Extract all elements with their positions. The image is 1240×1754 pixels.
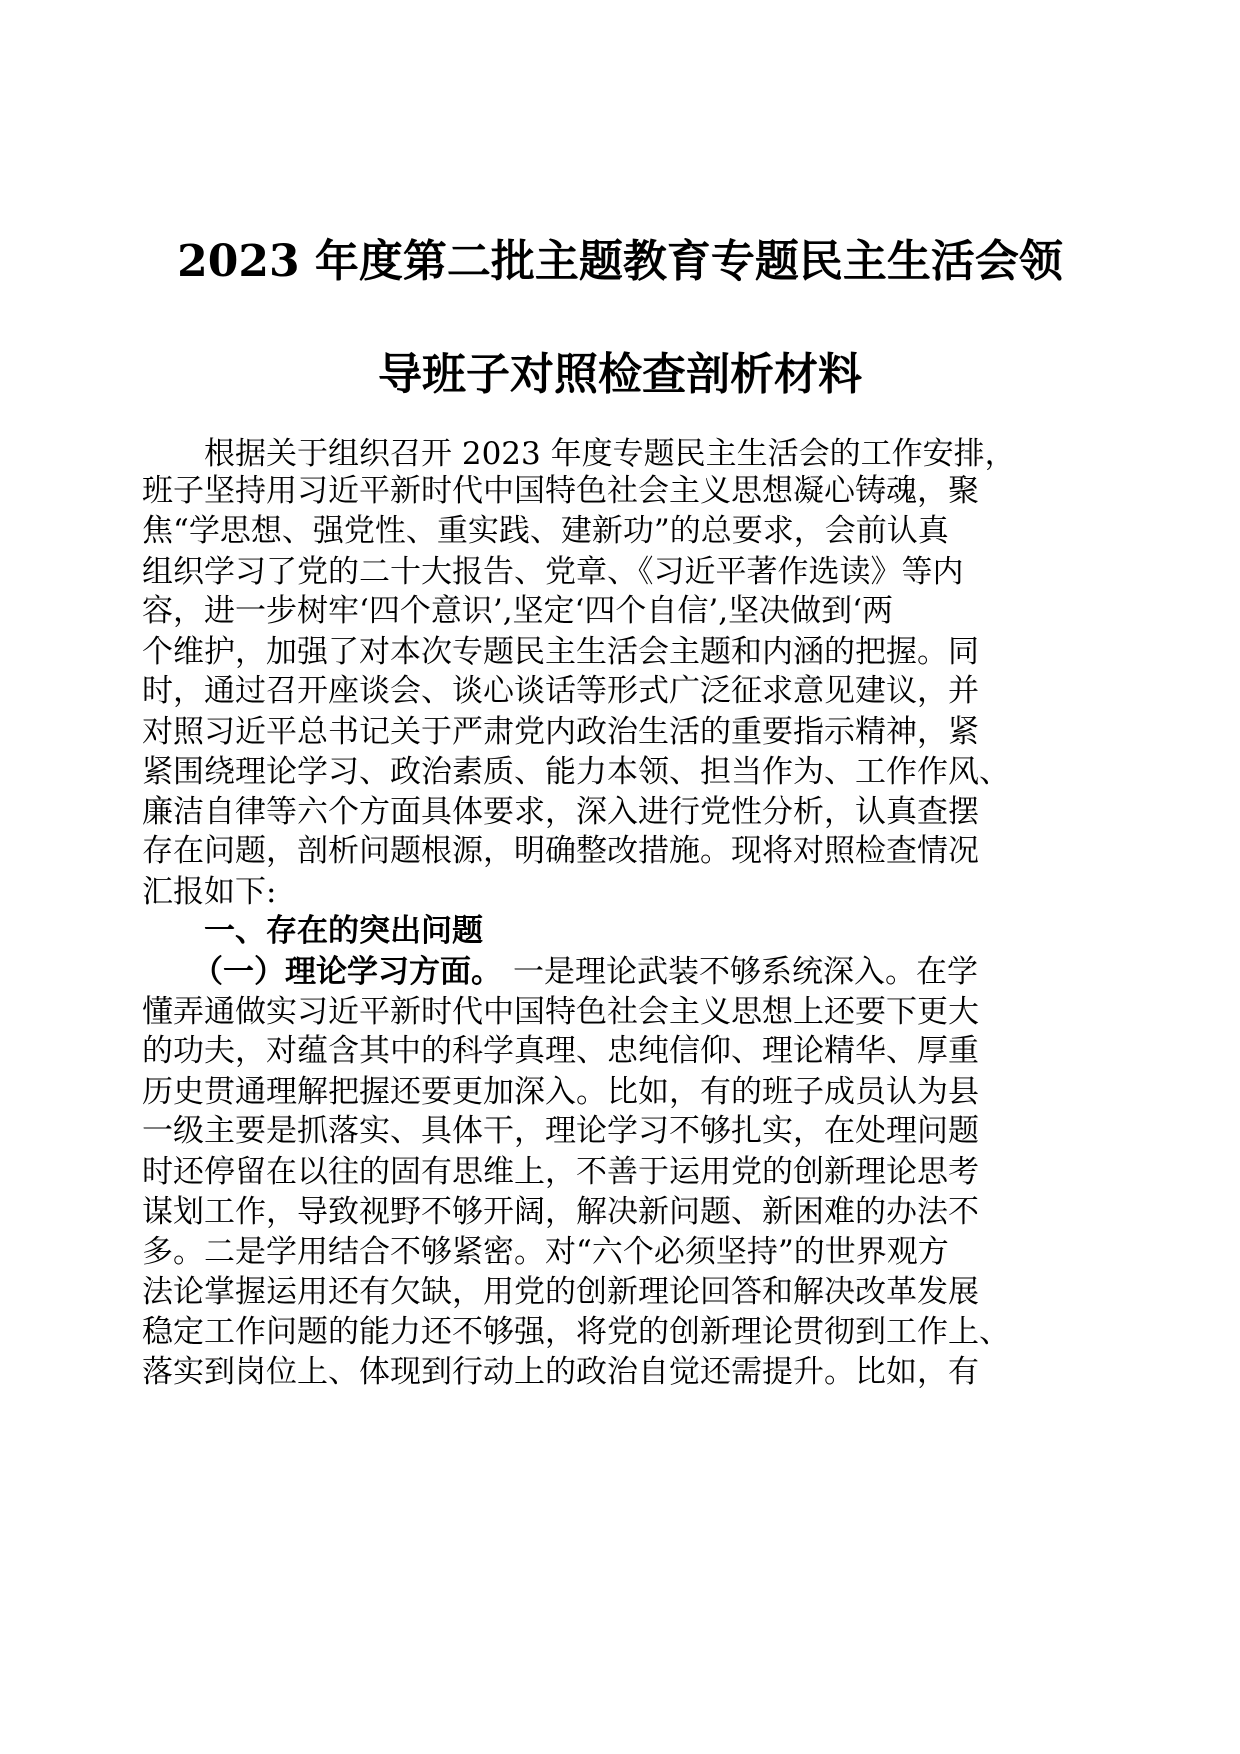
paragraph-text: 稳定工作问题的能力还不够强，将党的创新理论贯彻到工作上、	[142, 1314, 1010, 1350]
paragraph-text: 法论掌握运用还有欠缺，用党的创新理论回答和解决改革发展	[142, 1274, 979, 1310]
paragraph-text: 班子坚持用习近平新时代中国特色社会主义思想凝心铸魂，聚	[142, 473, 979, 509]
paragraph-text: 历史贯通理解把握还要更加深入。比如，有的班子成员认为县	[142, 1074, 979, 1110]
paragraph-text: 的功夫，对蕴含其中的科学真理、忠纯信仰、理论精华、厚重	[142, 1033, 979, 1069]
paragraph-text: 多。二是学用结合不够紧密。对“六个必须坚持”的世界观方	[142, 1234, 949, 1270]
paragraph-text: 对照习近平总书记关于严肃党内政治生活的重要指示精神，紧	[142, 714, 979, 750]
paragraph-text: 汇报如下:	[142, 874, 277, 910]
subsection-heading: （一）理论学习方面。	[192, 954, 502, 990]
paragraph-text: 个维护，加强了对本次专题民主生活会主题和内涵的把握。同	[142, 634, 979, 670]
paragraph-text: 时还停留在以往的固有思维上，不善于运用党的创新理论思考	[142, 1154, 979, 1190]
paragraph-text: 容，进一步树牢‘四个意识’,坚定‘四个自信’,坚决做到‘两	[142, 593, 893, 629]
paragraph-text: 一级主要是抓落实、具体干，理论学习不够扎实，在处理问题	[142, 1113, 979, 1149]
paragraph-text: 落实到岗位上、体现到行动上的政治自觉还需提升。比如，有	[142, 1354, 979, 1390]
paragraph-text: 焦“学思想、强党性、重实践、建新功”的总要求，会前认真	[142, 513, 949, 549]
paragraph-line	[0, 1346, 1240, 1398]
paragraph-text: 存在问题，剖析问题根源，明确整改措施。现将对照检查情况	[142, 833, 979, 869]
paragraph-text: 懂弄通做实习近平新时代中国特色社会主义思想上还要下更大	[142, 994, 979, 1030]
paragraph-text: 廉洁自律等六个方面具体要求，深入进行党性分析，认真查摆	[142, 794, 979, 830]
paragraph-text: 一是理论武装不够系统深入。在学	[513, 954, 978, 990]
paragraph-text: 谋划工作，导致视野不够开阔，解决新问题、新困难的办法不	[142, 1194, 979, 1230]
paragraph-text: 时，通过召开座谈会、谈心谈话等形式广泛征求意见建议，并	[142, 673, 979, 709]
paragraph-text: 根据关于组织召开 2023 年度专题民主生活会的工作安排，	[204, 436, 1016, 472]
document-title-line-2: 导班子对照检查剖析材料	[378, 349, 862, 400]
document-title-line-1: 2023 年度第二批主题教育专题民主生活会领	[177, 236, 1063, 287]
paragraph-text: 组织学习了党的二十大报告、党章、《习近平著作选读》等内	[142, 554, 964, 590]
paragraph-text: 紧围绕理论学习、政治素质、能力本领、担当作为、工作作风、	[142, 754, 1010, 790]
section-heading: 一、存在的突出问题	[204, 913, 483, 949]
